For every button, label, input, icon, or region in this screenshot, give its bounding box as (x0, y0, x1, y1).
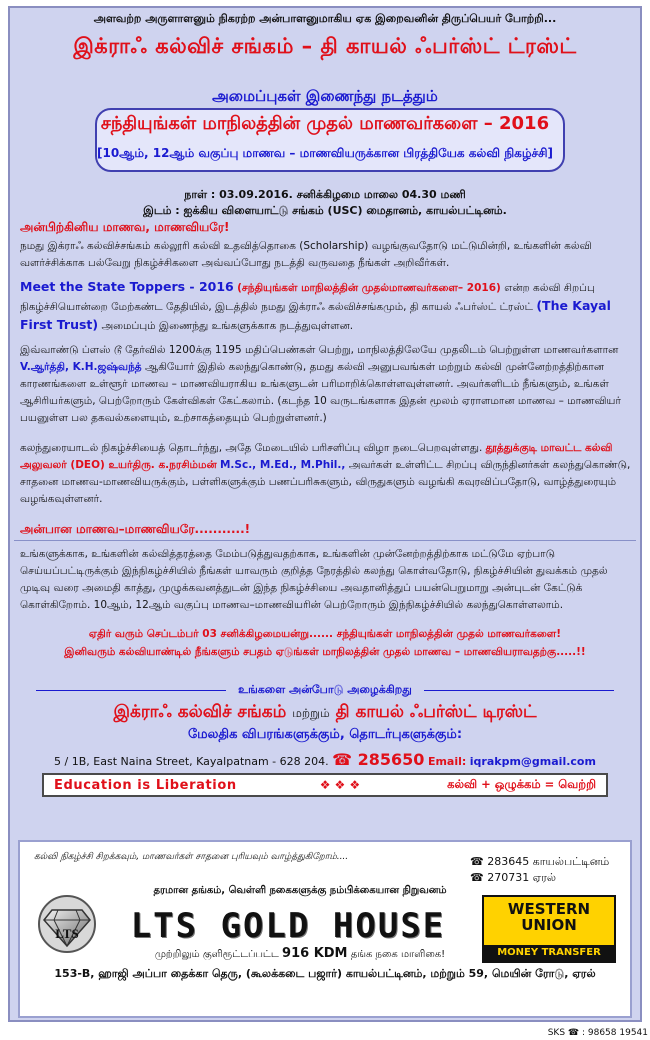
motto-symbols: ❖❖❖ (319, 778, 365, 792)
paragraph-appeal: உங்களுக்காக, உங்களின் கல்வித்தரத்தை மேம்படுத்துவதற்காக, உங்களின் முன்னேற்றத்திற்காக மட்டுமே ஏற்பாடு செய்யப்பட்டிருக்கும் இந்நிகழ்ச்சியில் நீங்கள் யாவரும் குறித்த நேரத்தில் கலந்து கொள்வதோடு, நிகழ்ச்சியின் துவக்கம் முதல் முடிவு வரை அமைதி காத்து, முழுக்கவனத்துடன் இந்த நிகழ்ச்சியை அவதானித்துப் பயன்பெறுமாறு அன்புடன் கேட்டுக் கொள்கிறோம். 10ஆம், 12ஆம் வகுப்பு மாணவ–மாணவியரின் பெற்றோரும் இந்நிகழ்ச்சியில் கலந்துகொள்ளலாம். (20, 548, 608, 611)
contact-email[interactable]: iqrakpm@gmail.com (469, 755, 596, 768)
blessing-line: அளவற்ற அருளாளனும் நிகரற்ற அன்பாளனுமாகிய ஏக இறைவனின் திருப்பெயர் போற்றி... (93, 12, 557, 25)
chief-guest: தூத்துக்குடி மாவட்ட கல்வி அலுவலர் (DEO) உயர்திரு. க.நரசிம்மன் (20, 442, 613, 471)
invite-heading: உங்களை அன்போடு அழைக்கிறது (238, 683, 412, 696)
ad-phones (470, 854, 620, 886)
trust-name-english: (The Kayal First Trust) (20, 298, 611, 332)
paragraph-event (20, 278, 632, 335)
paragraph-toppers (20, 342, 632, 427)
western-union-tagline: MONEY TRANSFER (484, 945, 614, 961)
appeal-line-2: இனிவரும் கல்வியாண்டில் நீங்களும் சபதம் ஏடுங்கள் மாநிலத்தின் முதல் மாணவ – மாணவியராவதற்கு.....!! (64, 646, 586, 658)
organiser-and: மற்றும் (292, 706, 330, 720)
western-union-name (484, 901, 614, 933)
greeting-second: அன்பான மாணவ–மாணவியரே...........! (20, 522, 251, 536)
event-description: என்ற கல்வி சிறப்பு நிகழ்ச்சியொன்றை மேற்கண்ட தேதியில், இடத்தில் நமது இக்ராஃ கல்விச்சங்கமும், தி காயல் ஃபர்ஸ்ட் ட்ரஸ்ட் (20, 282, 595, 313)
appeal-line-1: ஏதிர் வரும் செப்டம்பர் 03 சனிக்கிழமையன்று...... சந்தியுங்கள் மாநிலத்தின் முதல் மாணவர்களை! (88, 628, 562, 640)
organisers (0, 702, 650, 724)
motto-english: Education is Liberation (54, 777, 237, 793)
ad-address: 153-B, ஹாஜி அப்பா தைக்கா தெரு, (கூலக்கடை பஜார்) காயல்பட்டினம், மற்றும் 59, மெயின் ரோடு, ஏரல் (54, 967, 596, 980)
lts-diamond-logo-icon (32, 890, 102, 954)
contact-line (0, 750, 650, 769)
ad-subtitle: தரமான தங்கம், வெள்ளி நகைகளுக்கு நம்பிக்கையான நிறுவனம் (153, 885, 447, 896)
event-venue: இடம் : ஐக்கிய விளையாட்டு சங்கம் (USC) மைதானம், காயல்பட்டினம். (143, 204, 507, 217)
email-label: Email: (427, 755, 467, 768)
toppers-intro: இவ்வாண்டு ப்ளஸ் டூ தேர்வில் 1200க்கு 1195 மதிப்பெண்கள் பெற்று, மாநிலத்திலேயே முதலிடம் பெற்றுள்ள மாணவர்களான (20, 344, 619, 356)
event-name-english: Meet the State Toppers - 2016 (20, 279, 234, 294)
ad-kdm-suffix: தங்க நகை மாளிகை! (350, 949, 446, 960)
ad-kdm: 916 KDM (282, 946, 348, 961)
prize-description: அவர்கள் உள்ளிட்ட சிறப்பு விருந்தினர்கள் கலந்துகொண்டு, சாதனை மாணவ-மாணவியருக்கும், பள்ளிகளுக்கும் பணப்பரிசுகளும், விருதுகளும் வழங்கி கவுரவிப்பதோடு, வாழ்த்துரையும் வழங்கவுள்ளனர். (20, 459, 631, 505)
prize-intro: கலந்துரையாடல் நிகழ்ச்சியைத் தொடர்ந்து, அதே மேடையில் பரிசளிப்பு விழா நடைபெறவுள்ளது. (20, 442, 483, 454)
contact-phone: ☎ 285650 (332, 750, 425, 769)
ad-tagline: கல்வி நிகழ்ச்சி சிறக்கவும், மாணவர்கள் சாதனை புரியவும் வாழ்த்துகிறோம்.... (34, 852, 349, 862)
topper-names: V.ஆர்த்தி, K.H.ஜஷ்வந்த் (20, 361, 142, 373)
toppers-description: ஆகியோர் இதில் கலந்துகொண்டு, தமது கல்வி அனுபவங்கள் மற்றும் கல்வி முன்னேற்றத்திற்கான காரணங்களை உள்ளூர் மாணவ – மாணவியராகிய உங்களுடன் பரிமாறிக்கொள்ளவுள்ளனர். அவர்களிடம் நீங்களும், உங்கள் ஆசிரியர்களும், பெற்றோரும் கேள்விகள் கேட்கலாம். (கடந்த 10 வருடங்களாக இதன் மூலம் ஏராளமான மாணவ – மாணவியர் பயனுள்ள பல தகவல்களையும், உற்சாகத்தையும் பெற்றுள்ளனர்.) (20, 361, 621, 424)
event-description-end: அமைப்பும் இணைந்து உங்களுக்காக நடத்துவுள்ளன. (101, 320, 354, 332)
ad-kdm-line (120, 946, 480, 961)
contact-prompt: மேலதிக விபரங்களுக்கும், தொடர்புகளுக்கும்: (187, 727, 463, 742)
ad-phone-eral: ☎ 270731 ஏரல் (470, 871, 557, 884)
western-union-logo (482, 895, 616, 963)
organiser-kayal-first: தி காயல் ஃபர்ஸ்ட் டிரஸ்ட் (335, 702, 537, 722)
section-divider (14, 540, 636, 541)
event-title: சந்தியுங்கள் மாநிலத்தின் முதல் மாணவர்களை – 2016 (100, 113, 550, 134)
event-date: நாள் : 03.09.2016. சனிக்கிழமை மாலை 04.30 மணி (184, 188, 466, 201)
organised-by: அமைப்புகள் இணைந்து நடத்தும் (212, 87, 438, 105)
paragraph-prize (20, 440, 632, 508)
shop-name: LTS GOLD HOUSE (130, 906, 446, 946)
event-subtitle: [10ஆம், 12ஆம் வகுப்பு மாணவ – மாணவியருக்கான பிரத்தியேக கல்வி நிகழ்ச்சி] (96, 146, 554, 160)
western-union-line1: WESTERN (507, 900, 591, 918)
invite-rule-right (424, 690, 614, 691)
organiser-iqra: இக்ராஃ கல்விச் சங்கம் (113, 702, 287, 722)
event-name-tamil: (சந்தியுங்கள் மாநிலத்தின் முதல்மாணவர்களை– 2016) (237, 282, 501, 294)
motto-bar (42, 773, 608, 797)
lts-logo-letters: LTS (55, 926, 79, 941)
motto-tamil: கல்வி + ஒழுக்கம் = வெற்றி (447, 777, 596, 791)
ad-phone-kayalpatnam: ☎ 283645 காயல்பட்டினம் (470, 855, 610, 868)
ad-kdm-prefix: முற்றிலும் குளிரூட்டப்பட்ட (154, 949, 279, 960)
designer-credit: SKS ☎ : 98658 19541 (547, 1028, 648, 1038)
poster-title: இக்ராஃ கல்விச் சங்கம் – தி காயல் ஃபர்ஸ்ட் ட்ரஸ்ட் (73, 34, 577, 58)
contact-address: 5 / 1B, East Naina Street, Kayalpatnam - 628 204. (54, 755, 329, 768)
chief-guest-degrees: M.Sc., M.Ed., M.Phil., (219, 459, 346, 471)
greeting: அன்பிற்கினிய மாணவ, மாணவியரே! (20, 220, 230, 234)
paragraph-intro: நமது இக்ராஃ கல்விச்சங்கம் கல்லூரி கல்வி உதவித்தொகை (Scholarship) வழங்குவதோடு மட்டுமின்றி, உங்களின் கல்வி வளர்ச்சிக்காக பல்வேறு நிகழ்ச்சிகளை அவ்வப்போது நடத்தி வருவதை நீங்கள் அறிவீர்கள். (20, 240, 592, 269)
western-union-line2: UNION (521, 916, 577, 934)
